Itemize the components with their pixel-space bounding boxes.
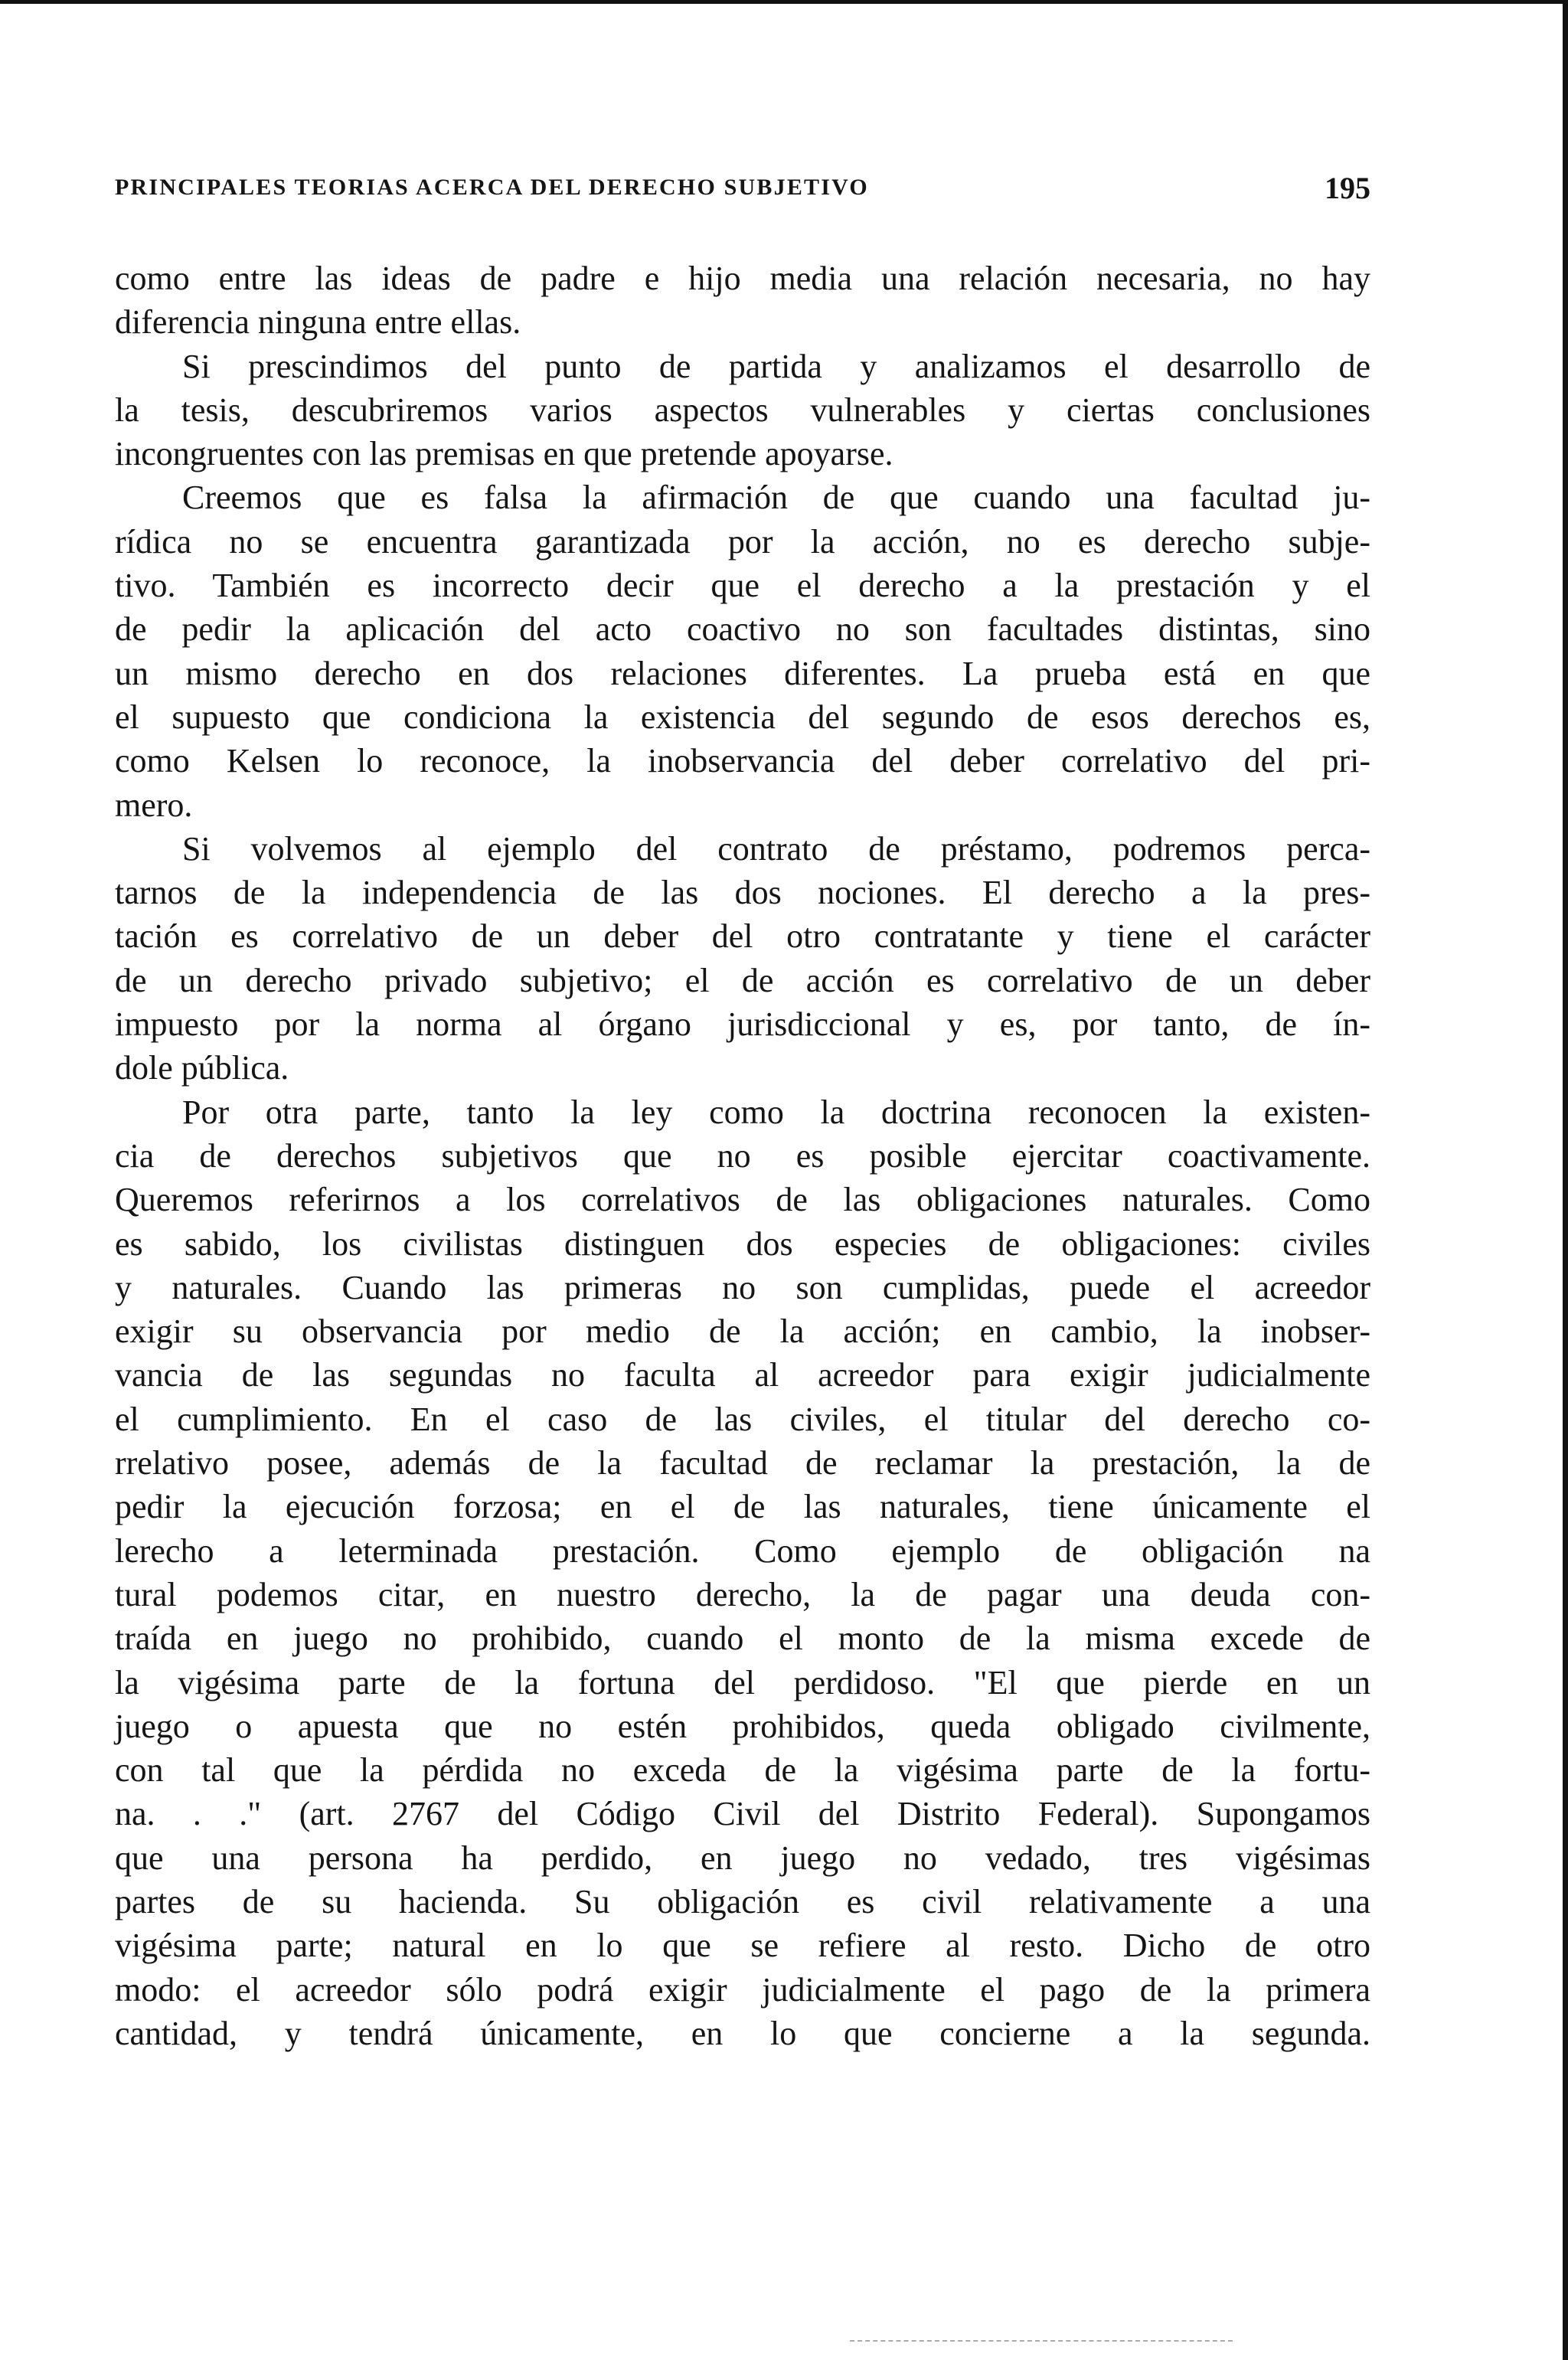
text-line: Si prescindimos del punto de partida y analizamos el desarrollo de xyxy=(182,347,1370,385)
text-line: modo: el acreedor sólo podrá exigir judicialmente el pago de la primera xyxy=(115,1970,1370,2009)
text-line: el supuesto que condiciona la existencia del segundo de esos derechos es, xyxy=(115,698,1370,736)
text-line: Queremos referirnos a los correlativos de las obligaciones naturales. Como xyxy=(115,1181,1370,1219)
text-line: tivo. También es incorrecto decir que el derecho a la prestación y el xyxy=(115,567,1370,605)
text-line: tación es correlativo de un deber del otro contratante y tiene el carácter xyxy=(115,917,1370,956)
text-line: tarnos de la independencia de las dos nociones. El derecho a la pres- xyxy=(115,874,1370,912)
scan-top-border xyxy=(0,0,1568,4)
text-line: es sabido, los civilistas distinguen dos especies de obligaciones: civiles xyxy=(115,1224,1370,1263)
text-line: cia de derechos subjetivos que no es posible ejercitar coactivamente. xyxy=(115,1136,1370,1175)
text-line: Creemos que es falsa la afirmación de que cuando una facultad ju- xyxy=(182,479,1370,517)
text-line: vancia de las segundas no faculta al acreedor para exigir judicialmente xyxy=(115,1356,1370,1394)
text-line: la vigésima parte de la fortuna del perdidoso. "El que pierde en un xyxy=(115,1663,1370,1701)
text-line: como entre las ideas de padre e hijo media una relación necesaria, no hay xyxy=(115,260,1370,297)
text-line: como Kelsen lo reconoce, la inobservancia del deber correlativo del pri- xyxy=(115,742,1370,780)
text-line: un mismo derecho en dos relaciones diferentes. La prueba está en que xyxy=(115,654,1370,692)
text-line: mero. xyxy=(115,786,193,824)
text-line: el cumplimiento. En el caso de las civiles, el titular del derecho co- xyxy=(115,1400,1370,1438)
text-line: incongruentes con las premisas en que pretende apoyarse. xyxy=(115,435,893,473)
scan-artifact-marks xyxy=(850,2340,1233,2344)
text-line: con tal que la pérdida no exceda de la vigésima parte de la fortu- xyxy=(115,1751,1370,1790)
text-line: rídica no se encuentra garantizada por la acción, no es derecho subje- xyxy=(115,522,1370,561)
text-line: impuesto por la norma al órgano jurisdiccional y es, por tanto, de ín- xyxy=(115,1005,1370,1044)
page-number: 195 xyxy=(1325,171,1370,205)
text-line: na. . ." (art. 2767 del Código Civil del Distrito Federal). Supongamos xyxy=(115,1795,1370,1833)
text-line: exigir su observancia por medio de la acción; en cambio, la inobser- xyxy=(115,1312,1370,1351)
text-line: que una persona ha perdido, en juego no vedado, tres vigésimas xyxy=(115,1839,1370,1877)
text-line: de pedir la aplicación del acto coactivo no son facultades distintas, sino xyxy=(115,610,1370,649)
text-line: juego o apuesta que no estén prohibidos, queda obligado civilmente, xyxy=(115,1707,1370,1745)
text-line: vigésima parte; natural en lo que se refiere al resto. Dicho de otro xyxy=(115,1927,1370,1965)
text-line: lerecho a leterminada prestación. Como ejemplo de obligación na xyxy=(115,1531,1370,1570)
text-line: la tesis, descubriremos varios aspectos vulnerables y ciertas conclusiones xyxy=(115,391,1370,429)
text-line: traída en juego no prohibido, cuando el monto de la misma excede de xyxy=(115,1620,1370,1658)
text-line: tural podemos citar, en nuestro derecho, la de pagar una deuda con- xyxy=(115,1575,1370,1613)
text-line: partes de su hacienda. Su obligación es civil relativamente a una xyxy=(115,1882,1370,1920)
text-line: Si volvemos al ejemplo del contrato de préstamo, podremos perca- xyxy=(182,829,1370,868)
text-line: pedir la ejecución forzosa; en el de las naturales, tiene únicamente el xyxy=(115,1488,1370,1526)
text-line: cantidad, y tendrá únicamente, en lo que concierne a la segunda. xyxy=(115,2014,1370,2052)
text-line: dole pública. xyxy=(115,1049,289,1087)
text-line: diferencia ninguna entre ellas. xyxy=(115,303,521,342)
text-line: y naturales. Cuando las primeras no son cumplidas, puede el acreedor xyxy=(115,1268,1370,1306)
text-line: rrelativo posee, además de la facultad de reclamar la prestación, la de xyxy=(115,1444,1370,1482)
scan-right-border xyxy=(1563,0,1568,2360)
body-text xyxy=(115,257,1370,2055)
page-header xyxy=(115,171,1370,213)
text-line: de un derecho privado subjetivo; el de acción es correlativo de un deber xyxy=(115,961,1370,999)
text-line: Por otra parte, tanto la ley como la doctrina reconocen la existen- xyxy=(182,1093,1370,1131)
running-head: PRINCIPALES TEORIAS ACERCA DEL DERECHO SUBJETIVO xyxy=(115,175,869,200)
